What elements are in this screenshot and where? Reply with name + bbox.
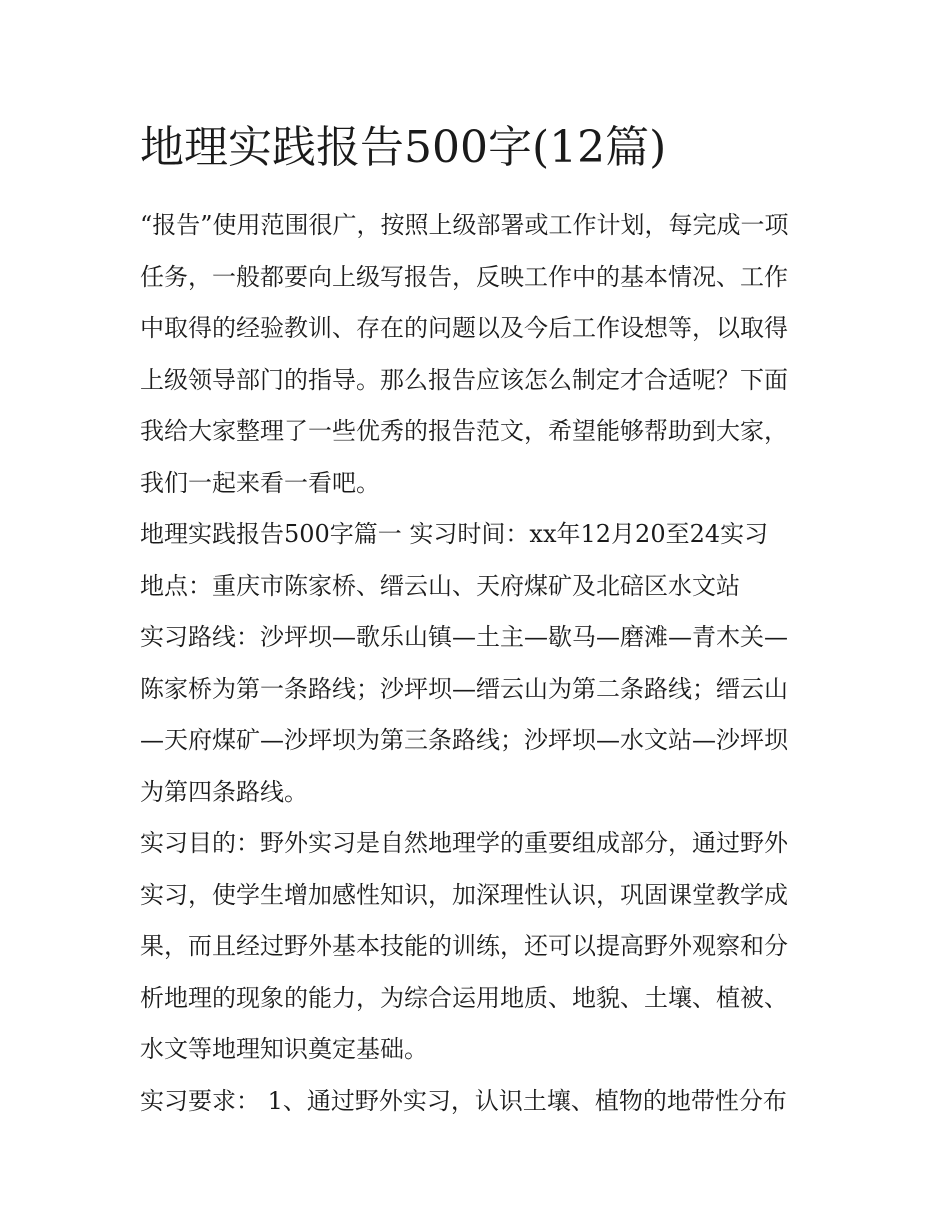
document-body bbox=[140, 200, 812, 1127]
body-line: 析地理的现象的能力，为综合运用地质、地貌、土壤、植被、 bbox=[140, 983, 788, 1012]
body-line: 中取得的经验教训、存在的问题以及今后工作设想等，以取得 bbox=[140, 314, 788, 342]
body-line: 我给大家整理了一些优秀的报告范文，希望能够帮助到大家， bbox=[140, 417, 788, 445]
document-title: 地理实践报告500字(12篇) bbox=[140, 122, 667, 173]
body-line: 实习目的：野外实习是自然地理学的重要组成部分，通过野外 bbox=[140, 829, 788, 857]
body-line: 任务，一般都要向上级写报告，反映工作中的基本情况、工作 bbox=[140, 262, 788, 291]
body-line: “报告”使用范围很广，按照上级部署或工作计划，每完成一项 bbox=[140, 211, 789, 239]
document-page bbox=[140, 118, 812, 1127]
body-line: —天府煤矿—沙坪坝为第三条路线；沙坪坝—水文站—沙坪坝 bbox=[140, 726, 788, 754]
body-line: 实习要求： 1、通过野外实习，认识土壤、植物的地带性分布 bbox=[140, 1086, 787, 1115]
body-line: 陈家桥为第一条路线；沙坪坝—缙云山为第二条路线；缙云山 bbox=[140, 674, 788, 703]
body-line: 地理实践报告500字篇一 实习时间：xx年12月20至24实习 bbox=[140, 520, 769, 548]
body-line: 为第四条路线。 bbox=[140, 777, 308, 806]
body-line: 地点：重庆市陈家桥、缙云山、天府煤矿及北碚区水文站 bbox=[140, 571, 740, 600]
body-line: 实习，使学生增加感性知识，加深理性认识，巩固课堂教学成 bbox=[140, 880, 788, 909]
body-line: 我们一起来看一看吧。 bbox=[140, 468, 380, 497]
body-line: 实习路线：沙坪坝—歌乐山镇—土主—歇马—磨滩—青木关— bbox=[140, 623, 788, 651]
body-line: 上级领导部门的指导。那么报告应该怎么制定才合适呢？下面 bbox=[140, 365, 788, 394]
body-line: 果，而且经过野外基本技能的训练，还可以提高野外观察和分 bbox=[140, 932, 788, 960]
body-line: 水文等地理知识奠定基础。 bbox=[140, 1035, 428, 1063]
